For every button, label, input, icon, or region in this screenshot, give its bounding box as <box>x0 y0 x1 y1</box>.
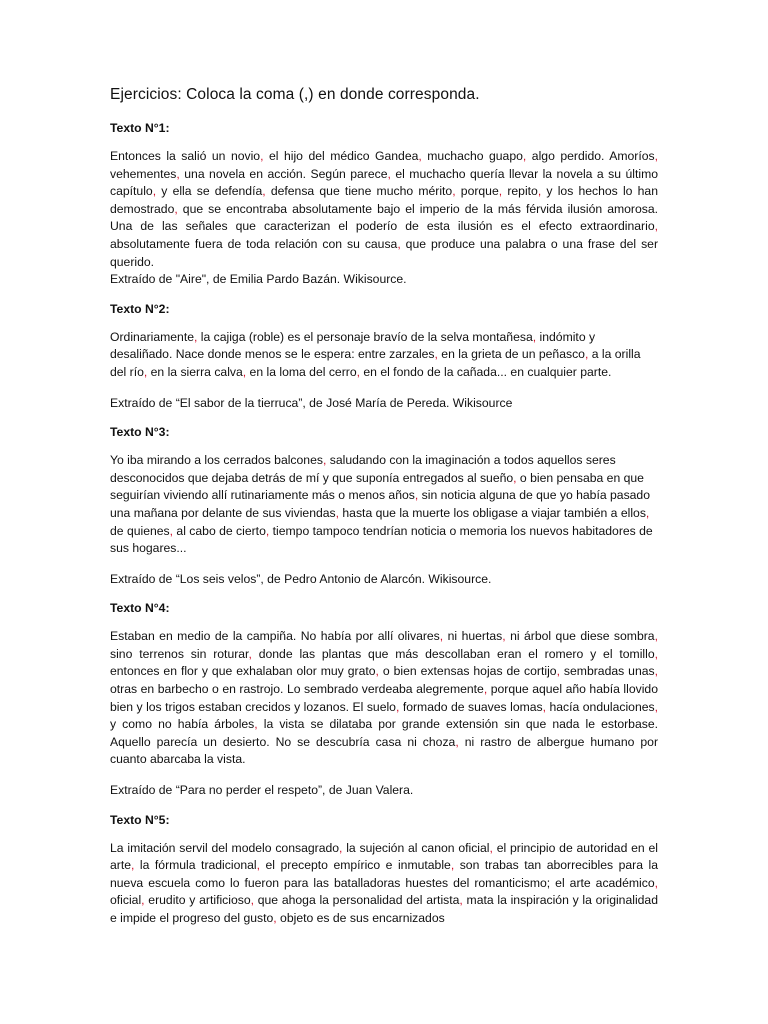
exercise-text: Estaban en medio de la campiña. No había por allí olivares, ni huertas, ni árbol que diese sombra, sino terrenos sin roturar, donde las plantas que más descollaban eran el romero y el tomillo, entonces en flor y que exhalaban olor muy grato, o bien extensas hojas de cortijo, sembradas unas, otras en barbecho o en rastrojo. Lo sembrado verdeaba alegremente, porque aquel año había llovido bien y los trigos estaban crecidos y lozanos. El suelo, formado de suaves lomas, hacía ondulaciones, y como no había árboles, la vista se dilataba por grande extensión sin que nada le estorbase. Aquello parecía un desierto. No se descubría casa ni choza, ni rastro de albergue humano por cuanto abarcaba la vista. <box>110 629 659 767</box>
highlighted-comma: , <box>143 364 148 379</box>
highlighted-comma: , <box>242 364 247 379</box>
highlighted-comma: , <box>194 329 198 344</box>
highlighted-comma: , <box>455 734 459 749</box>
highlighted-comma: , <box>532 329 537 344</box>
exercise-text: Entonces la salió un novio, el hijo del médico Gandea, muchacho guapo, algo perdido. Amoríos, vehementes, una novela en acción. Según parece, el muchacho quería llevar la novela a su último capítulo, y ella se defendía, defensa que tiene mucho mérito, porque, repito, y los hechos lo han demostrado, que se encontraba absolutamente bajo el imperio de la más férvida ilusión amorosa. Una de las señales que caracterizan el poderío de esta ilusión es el efecto extraordinario, absolutamente fuera de toda relación con su causa, que produce una palabra o una frase del ser querido. <box>110 149 658 269</box>
highlighted-comma: , <box>152 184 157 199</box>
highlighted-comma: , <box>537 184 542 199</box>
highlighted-comma: , <box>502 629 506 644</box>
highlighted-comma: , <box>522 149 527 163</box>
exercise-section <box>110 425 658 588</box>
highlighted-comma: , <box>654 629 658 644</box>
highlighted-comma: , <box>556 664 560 679</box>
highlighted-comma: , <box>250 893 255 908</box>
highlighted-comma: , <box>395 699 400 714</box>
highlighted-comma: , <box>450 858 455 873</box>
highlighted-comma: , <box>654 149 658 163</box>
highlighted-comma: , <box>335 505 340 520</box>
exercise-heading: Texto N°1: <box>110 121 170 135</box>
highlighted-comma: , <box>498 184 503 199</box>
document-content <box>110 86 658 941</box>
highlighted-comma: , <box>418 149 422 163</box>
highlighted-comma: , <box>322 453 327 468</box>
exercise-section <box>110 601 658 799</box>
exercise-body <box>110 148 658 289</box>
highlighted-comma: , <box>439 629 444 644</box>
exercise-heading: Texto N°2: <box>110 301 170 316</box>
highlighted-comma: , <box>169 523 174 538</box>
highlighted-comma: , <box>273 911 277 925</box>
highlighted-comma: , <box>654 219 658 234</box>
highlighted-comma: , <box>654 699 659 714</box>
highlighted-comma: , <box>131 858 135 873</box>
highlighted-comma: , <box>262 184 266 199</box>
exercise-list <box>110 121 658 928</box>
exercise-section <box>110 121 658 289</box>
highlighted-comma: , <box>248 646 252 661</box>
exercise-text: La imitación servil del modelo consagrado, la sujeción al canon oficial, el principio de autoridad en el arte, la fórmula tradicional, el precepto empírico e inmutable, son trabas tan aborrecibles para la nueva escuela como lo fueron para las batalladoras huestes del romanticismo; el arte académico, oficial, erudito y artificioso, que ahoga la personalidad del artista, mata la inspiración y la originalidad e impide el progreso del gusto, objeto es de sus encarnizados <box>110 840 659 925</box>
highlighted-comma: , <box>654 646 658 661</box>
highlighted-comma: , <box>414 488 419 503</box>
highlighted-comma: , <box>452 184 456 199</box>
highlighted-comma: , <box>375 664 379 679</box>
exercise-heading: Texto N°3: <box>110 425 170 440</box>
highlighted-comma: , <box>176 166 180 181</box>
highlighted-comma: , <box>254 717 258 732</box>
highlighted-comma: , <box>256 858 260 873</box>
highlighted-comma: , <box>584 347 589 362</box>
exercise-body <box>110 452 658 558</box>
highlighted-comma: , <box>397 236 401 251</box>
exercise-source: Extraído de “Para no perder el respeto”, de Juan Valera. <box>110 783 414 798</box>
exercise-source: Extraído de “Los seis velos”, de Pedro Antonio de Alarcón. Wikisource. <box>110 571 492 586</box>
highlighted-comma: , <box>265 523 270 538</box>
page-title: Ejercicios: Coloca la coma (,) en donde corresponda. <box>110 86 480 103</box>
exercise-section <box>110 302 658 412</box>
highlighted-comma: , <box>339 840 343 855</box>
highlighted-comma: , <box>141 893 145 908</box>
highlighted-comma: , <box>260 149 264 163</box>
exercise-source: Extraído de “El sabor de la tierruca”, de José María de Pereda. Wikisource <box>110 395 513 410</box>
highlighted-comma: , <box>489 840 493 855</box>
exercise-body <box>110 329 658 382</box>
exercise-text: Yo iba mirando a los cerrados balcones, saludando con la imaginación a todos aquellos seres desconocidos que dejaba detrás de mí y que suponía entregados al sueño, o bien pensaba en que seguirían viviendo allí rutinariamente más o menos años, sin noticia alguna de que yo había pasado una mañana por delante de sus viviendas, hasta que la muerte los obligase a viajar también a ellos, de quienes, al cabo de cierto, tiempo tampoco tendrían noticia o memoria los nuevos habitadores de sus hogares... <box>110 453 653 556</box>
highlighted-comma: , <box>654 875 658 890</box>
highlighted-comma: , <box>654 664 659 679</box>
exercise-heading: Texto N°4: <box>110 601 170 616</box>
exercise-heading: Texto N°5: <box>110 812 170 827</box>
highlighted-comma: , <box>387 166 391 181</box>
highlighted-comma: , <box>645 505 650 520</box>
highlighted-comma: , <box>174 201 178 216</box>
highlighted-comma: , <box>434 347 438 362</box>
exercise-body <box>110 840 658 928</box>
highlighted-comma: , <box>356 364 360 379</box>
highlighted-comma: , <box>483 682 488 697</box>
exercise-section <box>110 813 658 928</box>
highlighted-comma: , <box>459 893 463 908</box>
exercise-body <box>110 628 658 769</box>
exercise-source: Extraído de "Aire", de Emilia Pardo Bazán. Wikisource. <box>110 272 407 287</box>
highlighted-comma: , <box>513 470 517 485</box>
exercise-text: Ordinariamente, la cajiga (roble) es el personaje bravío de la selva montañesa, indómito y desaliñado. Nace donde menos se le espera: entre zarzales, en la grieta de un peñasco, a la orilla del río, en la sierra calva, en la loma del cerro, en el fondo de la cañada... en cualquier parte. <box>110 329 641 379</box>
highlighted-comma: , <box>542 699 547 714</box>
